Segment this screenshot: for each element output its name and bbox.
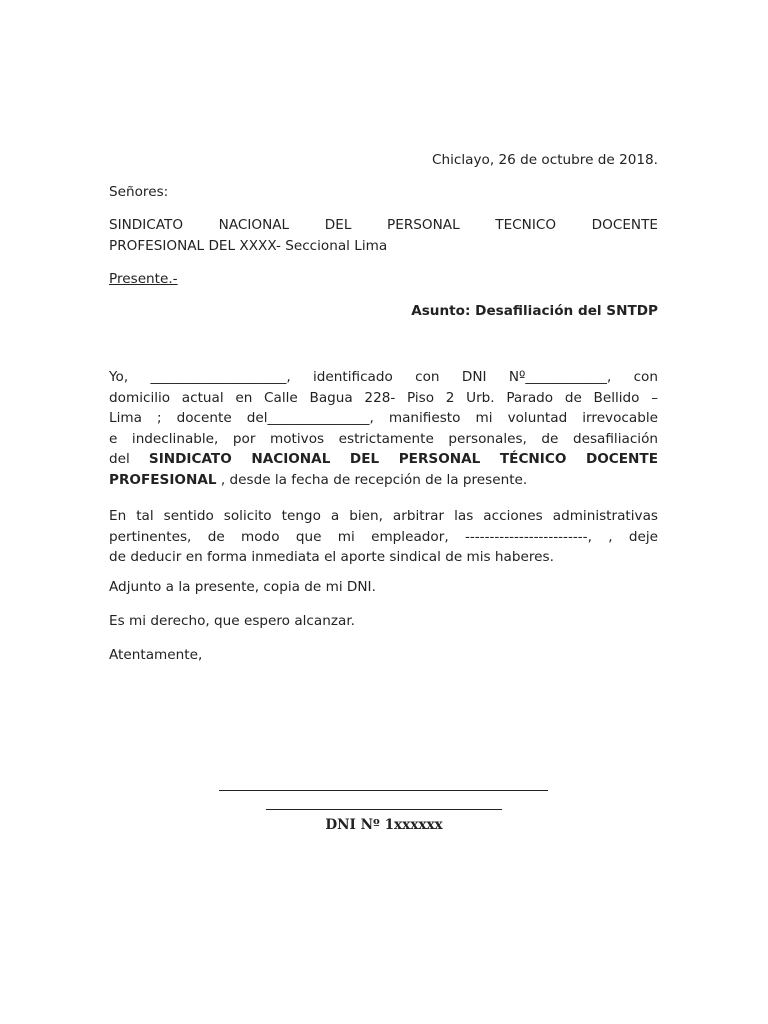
closing: Atentamente, [109,647,203,663]
paragraph-line: Lima ; docente del_______________, manifiesto mi voluntad irrevocable [109,410,658,427]
paragraph-line [109,449,658,470]
body-paragraph-2 [109,506,658,568]
paragraph-line: En tal sentido solicito tengo a bien, arbitrar las acciones administrativas [109,508,658,524]
subject-line: Asunto: Desafiliación del SNTDP [411,303,658,319]
paragraph-line [109,470,658,491]
line-prefix: del [109,451,149,468]
paragraph-line: de deducir en forma inmediata el aporte sindical de mis haberes. [109,549,554,566]
presente-label: Presente.- [109,271,178,287]
paragraph-line: pertinentes, de modo que mi empleador, -------------------------, , deje [109,528,658,545]
signature-line-secondary [266,809,502,810]
signature-dni: DNI Nº 1xxxxxx [325,817,443,833]
signature-line [219,790,548,791]
salutation: Señores: [109,184,169,200]
addressee [109,215,658,256]
attachment-line: Adjunto a la presente, copia de mi DNI. [109,579,376,595]
paragraph-line: e indeclinable, por motivos estrictamente personales, de desafiliación [109,430,658,447]
right-statement: Es mi derecho, que espero alcanzar. [109,613,355,629]
addressee-line: SINDICATO NACIONAL DEL PERSONAL TECNICO DOCENTE [109,217,658,233]
addressee-line: PROFESIONAL DEL XXXX- Seccional Lima [109,237,388,254]
date-line: Chiclayo, 26 de octubre de 2018. [432,152,658,168]
paragraph-line: Yo, ____________________, identificado con DNI Nº____________, con [109,369,658,385]
union-name-cont: PROFESIONAL [109,471,217,488]
paragraph-line: domicilio actual en Calle Bagua 228- Piso 2 Urb. Parado de Bellido – [109,389,658,406]
union-name: SINDICATO NACIONAL DEL PERSONAL TÉCNICO DOCENTE [148,451,658,468]
body-paragraph-1 [109,367,658,491]
line-rest: , desde la fecha de recepción de la presente. [216,471,528,488]
